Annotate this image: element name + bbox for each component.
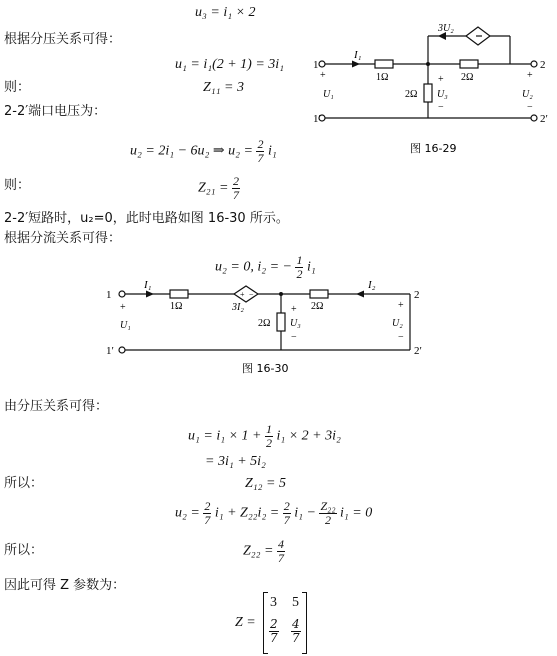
text-port-voltage: 2-2′端口电压为： — [4, 104, 107, 119]
eq-u2-right: i₁ — [267, 143, 277, 159]
eq-u1-result: = 3i₁ + 5i₂ — [205, 454, 266, 469]
eq-u2s-mid: i₁ + Z₂₂i₂ = — [214, 505, 280, 521]
text-so-1: 所以： — [4, 476, 44, 491]
terminal-1 — [319, 61, 325, 67]
text-so-2: 所以： — [4, 543, 44, 558]
matrix-r2c2 — [291, 618, 301, 645]
label-U3: U₃ — [437, 89, 448, 100]
label-r3: 2Ω — [258, 318, 271, 329]
label-r1: 1Ω — [376, 72, 389, 83]
resistor-1ohm — [170, 290, 188, 298]
minus-u2: − — [398, 332, 404, 343]
plus-u1: + — [320, 70, 326, 81]
label-i1: I₁ — [144, 279, 152, 291]
frac-z21 — [232, 175, 240, 202]
figure-16-30 — [100, 276, 430, 376]
frac-den: 2 — [296, 267, 303, 281]
frac-den: 7 — [277, 551, 284, 565]
eq-i2-left: u₂ = 0, i₂ = − — [215, 259, 292, 275]
frac-num: 1 — [265, 422, 272, 436]
eq-u1: u₁ = i₁(2 + 1) = 3i₁ — [175, 57, 285, 72]
label-n1: 1 — [313, 59, 319, 71]
eq-u1-left: u₁ = i₁ × 1 + — [188, 428, 262, 444]
minus-u3: − — [291, 332, 297, 343]
label-n2p: 2′ — [414, 345, 422, 357]
frac-den: 7 — [283, 513, 290, 527]
label-n2: 2 — [540, 59, 546, 71]
matrix-label: Z = — [235, 615, 256, 630]
plus-u1: + — [120, 302, 126, 313]
resistor-2ohm-shunt — [424, 84, 432, 102]
eq-i2-right: i₁ — [306, 259, 316, 275]
eq-u1-right: i₁ × 2 + 3i₂ — [276, 428, 341, 444]
eq-z22 — [243, 538, 285, 565]
frac-den: 7 — [292, 631, 300, 645]
arrow-right-icon — [352, 61, 360, 68]
plus-u3: + — [438, 74, 444, 85]
eq-z22-left: Z₂₂ = — [243, 543, 274, 559]
frac-den: 7 — [204, 513, 211, 527]
frac-num: 2 — [204, 499, 211, 513]
label-r3: 2Ω — [405, 89, 418, 100]
figure-16-29 — [310, 22, 555, 162]
frac-num: 2 — [232, 174, 239, 188]
frac-2-7 — [256, 138, 264, 165]
text-voltage-divider-2: 由分压关系可得： — [4, 399, 109, 414]
minus-u2: − — [527, 102, 533, 113]
label-n2: 2 — [414, 289, 420, 301]
eq-u2s-left: u₂ = — [175, 505, 200, 521]
terminal-2 — [531, 61, 537, 67]
matrix-r1c1: 3 — [270, 595, 277, 610]
resistor-1ohm — [375, 60, 393, 68]
label-src: 3I₂ — [232, 302, 244, 313]
frac-num: 4 — [277, 537, 284, 551]
eq-u1-sum — [188, 423, 341, 450]
label-U1: U₁ — [323, 89, 334, 100]
label-U3: U₃ — [290, 318, 301, 329]
label-U2: U₂ — [522, 89, 533, 100]
frac-num: Z₂₂ — [320, 499, 336, 513]
frac-den: 7 — [232, 188, 239, 202]
frac-z22-2 — [319, 500, 336, 527]
matrix-r2c1 — [269, 618, 279, 645]
caption-16-30: 图 16-30 — [242, 362, 289, 375]
arrow-left-icon — [356, 291, 364, 298]
terminal-1p — [119, 347, 125, 353]
label-r2: 2Ω — [461, 72, 474, 83]
eq-z21-left: Z₂₁ = — [198, 180, 229, 196]
matrix-r1c2: 5 — [292, 595, 299, 610]
label-n2p: 2′ — [540, 113, 548, 125]
text-then-1: 则： — [4, 80, 31, 95]
frac-2-7c — [283, 500, 291, 527]
plus-u2: + — [398, 300, 404, 311]
frac-den: 7 — [270, 631, 278, 645]
label-n1: 1 — [106, 289, 112, 301]
text-short-circuit: 2-2′短路时，u₂=0，此时电路如图 16-30 所示。 — [4, 211, 289, 226]
frac-r2c1 — [269, 618, 279, 645]
caption-16-29: 图 16-29 — [410, 142, 457, 155]
src-plus: + — [240, 290, 245, 299]
eq-u2 — [130, 138, 277, 165]
eq-z11: Z₁₁ = 3 — [203, 80, 244, 95]
plus-u2: + — [527, 70, 533, 81]
minus-u3: − — [438, 102, 444, 113]
eq-u2-sum — [175, 500, 372, 527]
terminal-2p — [531, 115, 537, 121]
eq-u3: u₃ = i₁ × 2 — [195, 5, 256, 20]
arrow-right-icon — [146, 291, 154, 298]
label-U1: U₁ — [120, 320, 131, 331]
z-matrix — [263, 592, 307, 654]
frac-num: 2 — [283, 499, 290, 513]
resistor-2ohm-series — [460, 60, 478, 68]
text-then-2: 则： — [4, 178, 31, 193]
text-current-divider: 根据分流关系可得： — [4, 231, 122, 246]
label-r1: 1Ω — [170, 301, 183, 312]
label-U2: U₂ — [392, 318, 403, 329]
text-voltage-divider: 根据分压关系可得： — [4, 32, 122, 47]
frac-2-7b — [203, 500, 211, 527]
frac-r2c2 — [291, 618, 301, 645]
frac-4-7 — [277, 538, 285, 565]
label-n1p: 1′ — [106, 345, 114, 357]
label-src: 3U₂ — [438, 23, 454, 34]
label-r2: 2Ω — [311, 301, 324, 312]
eq-u2s-right: i₁ = 0 — [340, 505, 373, 521]
frac-num: 2 — [270, 617, 278, 631]
src-minus: − — [249, 290, 254, 299]
terminal-1 — [119, 291, 125, 297]
eq-z12: Z₁₂ = 5 — [245, 476, 286, 491]
frac-den: 2 — [265, 436, 272, 450]
eq-u2-left: u₂ = 2i₁ − 6u₂ ⇒ u₂ = — [130, 143, 253, 159]
frac-den: 7 — [257, 151, 264, 165]
label-i1: I₁ — [354, 49, 362, 61]
label-i2: I₂ — [368, 279, 376, 291]
resistor-2ohm-series — [310, 290, 328, 298]
frac-num: 1 — [296, 253, 303, 267]
text-z-params: 因此可得 Z 参数为： — [4, 578, 126, 593]
dependent-voltage-source — [234, 286, 258, 302]
eq-z21 — [198, 175, 240, 202]
frac-num: 4 — [292, 617, 300, 631]
frac-den: 2 — [325, 513, 331, 527]
frac-1-2b — [265, 423, 273, 450]
frac-num: 2 — [257, 137, 264, 151]
plus-u3: + — [291, 304, 297, 315]
resistor-2ohm-shunt — [277, 313, 285, 331]
eq-u2s-mid2: i₁ − — [294, 505, 316, 521]
label-n1p: 1′ — [313, 113, 321, 125]
